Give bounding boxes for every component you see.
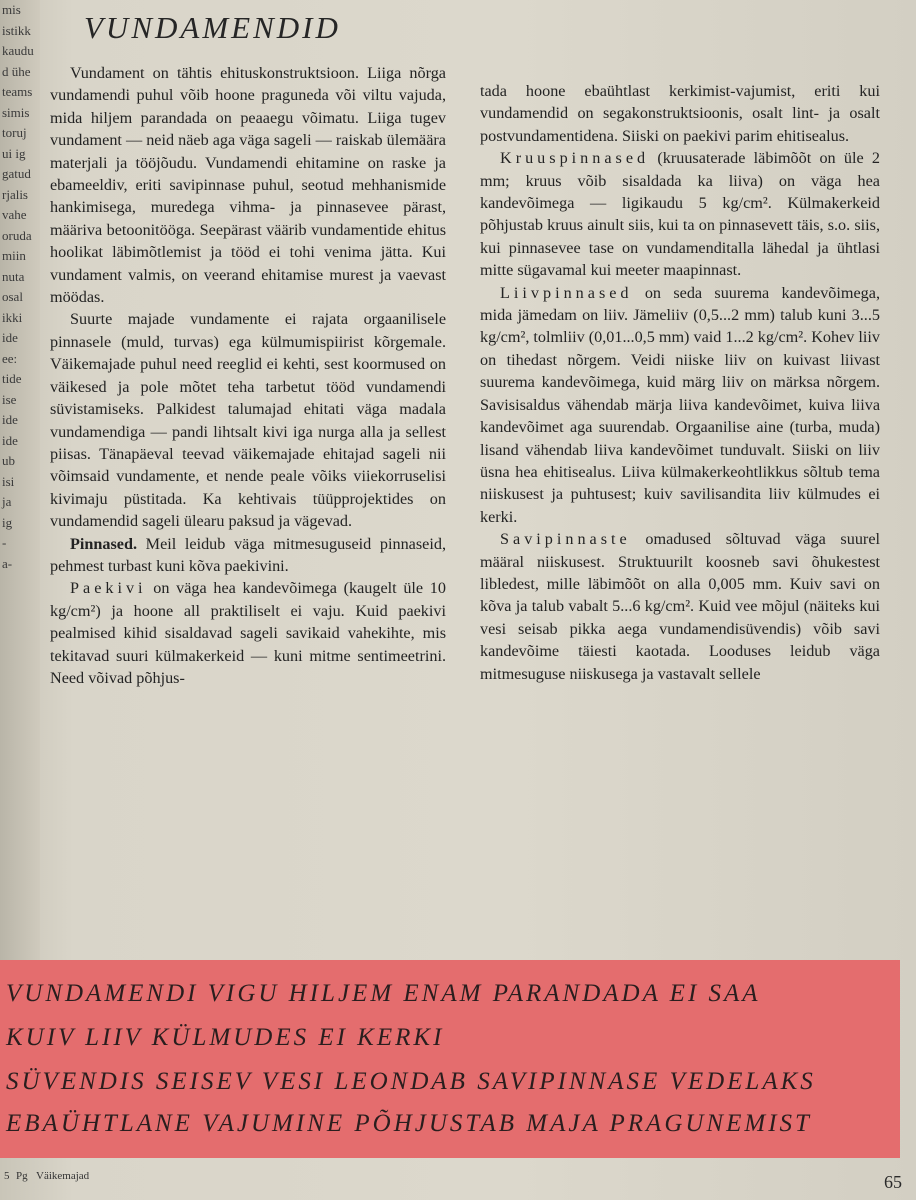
- paragraph-limestone-cont: tada hoone ebaühtlast kerkimist-vajumist, eriti kui vundamendid on segakonstruktsioonis, osalt lint- ja osalt postvundamentidena. Siiski on paekivi parim ehitisealus.: [480, 82, 880, 145]
- banner-line-2: KUIV LIIV KÜLMUDES EI KERKI: [6, 1024, 445, 1051]
- margin-fragment: -: [2, 535, 7, 550]
- margin-fragment: ub: [2, 453, 15, 468]
- left-column: [50, 62, 446, 689]
- margin-fragment: vahe: [2, 207, 27, 222]
- margin-fragment: rjalis: [2, 186, 28, 202]
- margin-fragment: ide: [2, 330, 18, 345]
- banner-line-1: VUNDAMENDI VIGU HILJEM ENAM PARANDADA EI SAA: [6, 980, 761, 1007]
- sand-text: on seda suurema kandevõimega, mida jämedam on liiv. Jämeliiv (0,5...2 mm) talub kuni 3...5 kg/cm², tolmliiv (0,01...0,5 mm) vaid 1...2 kg/cm². Kohev liiv on tihedast nõrgem. Veidi niiske liiv on kuivast liivast suurema kandevõimega, kuid märg liiv on märksa nõrgem. Savisisaldus vähendab märja liiva kandevõimet, kuiva liiva kandevõimet aga suurendab. Orgaanilise aine (turba, muda) lisand vähendab liiva kandevõimet tunduvalt. Siiski on liiv üsna hea ehitisealus. Liiva külmakerkeohtlikkus sõltub tema niiskusest ja puhtusest; kuiv savilisandita liiv külmudes ei kerki.: [480, 283, 880, 526]
- clay-text: omadused sõltuvad väga suurel määral niiskusest. Struktuurilt koosneb savi õhukestest libledest, mille läbimõõt on alla 0,005 mm. Kuiv savi on kõva ja talub vabalt 5...6 kg/cm². Kuid vee mõjul (näiteks kui vesi seisab pikka aega vundamendisüvendis) võib savi kandevõime täiesti kaotada. Looduses leidub väga mitmesuguse niiskusega ja vastavalt sellele: [480, 530, 880, 683]
- margin-fragment: ide: [2, 412, 18, 427]
- margin-fragment: kaudu: [2, 43, 34, 58]
- sand-term: Liivpinnased: [500, 283, 633, 302]
- soils-text: Meil leidub väga mitmesuguseid pinnaseid, pehmest turbast kuni kõva paekivini.: [50, 534, 446, 575]
- limestone-text: on väga hea kandevõimega (kaugelt üle 10 kg/cm²) ja hoone all praktiliselt ei vaju. Kuid paekivi pealmised kihid sisaldavad sageli savikaid vahekihte, mis tekitavad suuri külmakerkeid — kuni mitme sentimeetrini. Need võivad põhjus-: [50, 579, 446, 687]
- previous-page-margin: [0, 0, 40, 960]
- footer-signature-number: 5: [4, 1170, 10, 1182]
- margin-fragment: toruj: [2, 125, 27, 140]
- margin-fragment: osal: [2, 289, 23, 304]
- paragraph-foundations-depth: Suurte majade vundamente ei rajata orgaanilisele pinnasele (muld, turvas) ega külmumispiirist kõrgemale. Väikemajade puhul need reeglid ei kehti, sest koormused on väikesed ja pole mõtet teha tarbetut tööd vundamendi süvistamiseks. Palkidest talumajad ehitati väga madala vundamendiga — pandi lihtsalt kivi iga nurga alla ja sellest piisas. Tänapäeval teevad väikemajade ehitajad sageli nii võimsaid vundamente, et nende peale võiks viiekorruselisi kivimaju püstitada. Ka kehtivais tüüpprojektides on vundamendid sageli ülearu paksud ja vägevad.: [50, 310, 446, 531]
- margin-fragment: ikki: [2, 309, 23, 325]
- margin-fragment: ide: [2, 432, 18, 448]
- margin-fragment: ja: [2, 494, 12, 509]
- paragraph-gravel: [480, 147, 880, 281]
- margin-fragment: ise: [2, 391, 17, 407]
- clay-term: Savipinnaste: [500, 530, 631, 549]
- paragraph-limestone: [50, 577, 446, 689]
- paragraph-soils: [50, 533, 446, 578]
- margin-fragment: tide: [2, 371, 22, 386]
- summary-banner: [0, 960, 900, 1158]
- banner-line-3: SÜVENDIS SEISEV VESI LEONDAB SAVIPINNASE VEDELAKS: [6, 1068, 816, 1095]
- footer-signature-title: Väikemajad: [36, 1170, 90, 1182]
- paragraph-intro: Vundament on tähtis ehituskonstruktsioon. Liiga nõrga vundamendi puhul võib hoone praguneda või viltu vajuda, mida hiljem parandada on peaaegu võimatu. Liiga tugev vundament — neid näeb aga väga sageli — raiskab ülemäära materjali ja tööjõudu. Vundamendi ehitamine on raske ja ebameeldiv, eriti savipinnase puhul, seotud mehhanismide hankimisega, muredega vihma- ja pinnasevee pärast, määriva betoonitööga. Seepärast väärib vundamentide ehitus hoolikat läbimõtlemist ja tööd ei tohi venima jätta. Kui vundament valmis, on veerand ehitamise murest ja vaevast möödas.: [50, 64, 446, 307]
- limestone-term: Paekivi: [70, 579, 147, 598]
- margin-fragment: nuta: [2, 268, 25, 284]
- margin-fragment: oruda: [2, 227, 32, 243]
- soils-heading: Pinnased.: [70, 534, 138, 553]
- footer-signature-code: Pg: [16, 1170, 28, 1182]
- margin-fragment: ee:: [2, 350, 18, 366]
- margin-fragment: ig: [2, 514, 13, 530]
- page-number: 65: [884, 1172, 902, 1192]
- margin-fragment: simis: [2, 104, 30, 120]
- margin-fragment: miin: [2, 248, 26, 263]
- margin-fragment: a-: [2, 555, 13, 571]
- gravel-term: Kruuspinnased: [500, 149, 650, 168]
- margin-fragment: istikk: [2, 22, 31, 38]
- gravel-text: (kruusaterade läbimõõt on üle 2 mm; kruus võib sisaldada ka liiva) on väga hea kandevõimega — ligikaudu 5 kg/cm². Külmakerkeid põhjustab kruus ainult siis, kui ta on pinnasevett täis, s.o. siis, kui pinnasevee tase on vundamenditalla lähedal ja ühtlasi mitte sügavamal kui meeter maapinnast.: [480, 149, 880, 280]
- paragraph-sand: [480, 282, 880, 528]
- right-column: [480, 80, 880, 685]
- banner-line-4: EBAÜHTLANE VAJUMINE PÕHJUSTAB MAJA PRAGUNEMIST: [6, 1110, 812, 1137]
- margin-fragment: teams: [2, 84, 33, 99]
- margin-fragment: gatud: [2, 166, 31, 181]
- paragraph-clay: [480, 528, 880, 685]
- page-title: VUNDAMENDID: [84, 10, 341, 45]
- margin-fragment: mis: [2, 2, 21, 17]
- margin-fragment: isi: [2, 473, 15, 489]
- margin-fragment: d ühe: [2, 63, 31, 79]
- margin-fragment: ui ig: [2, 145, 26, 161]
